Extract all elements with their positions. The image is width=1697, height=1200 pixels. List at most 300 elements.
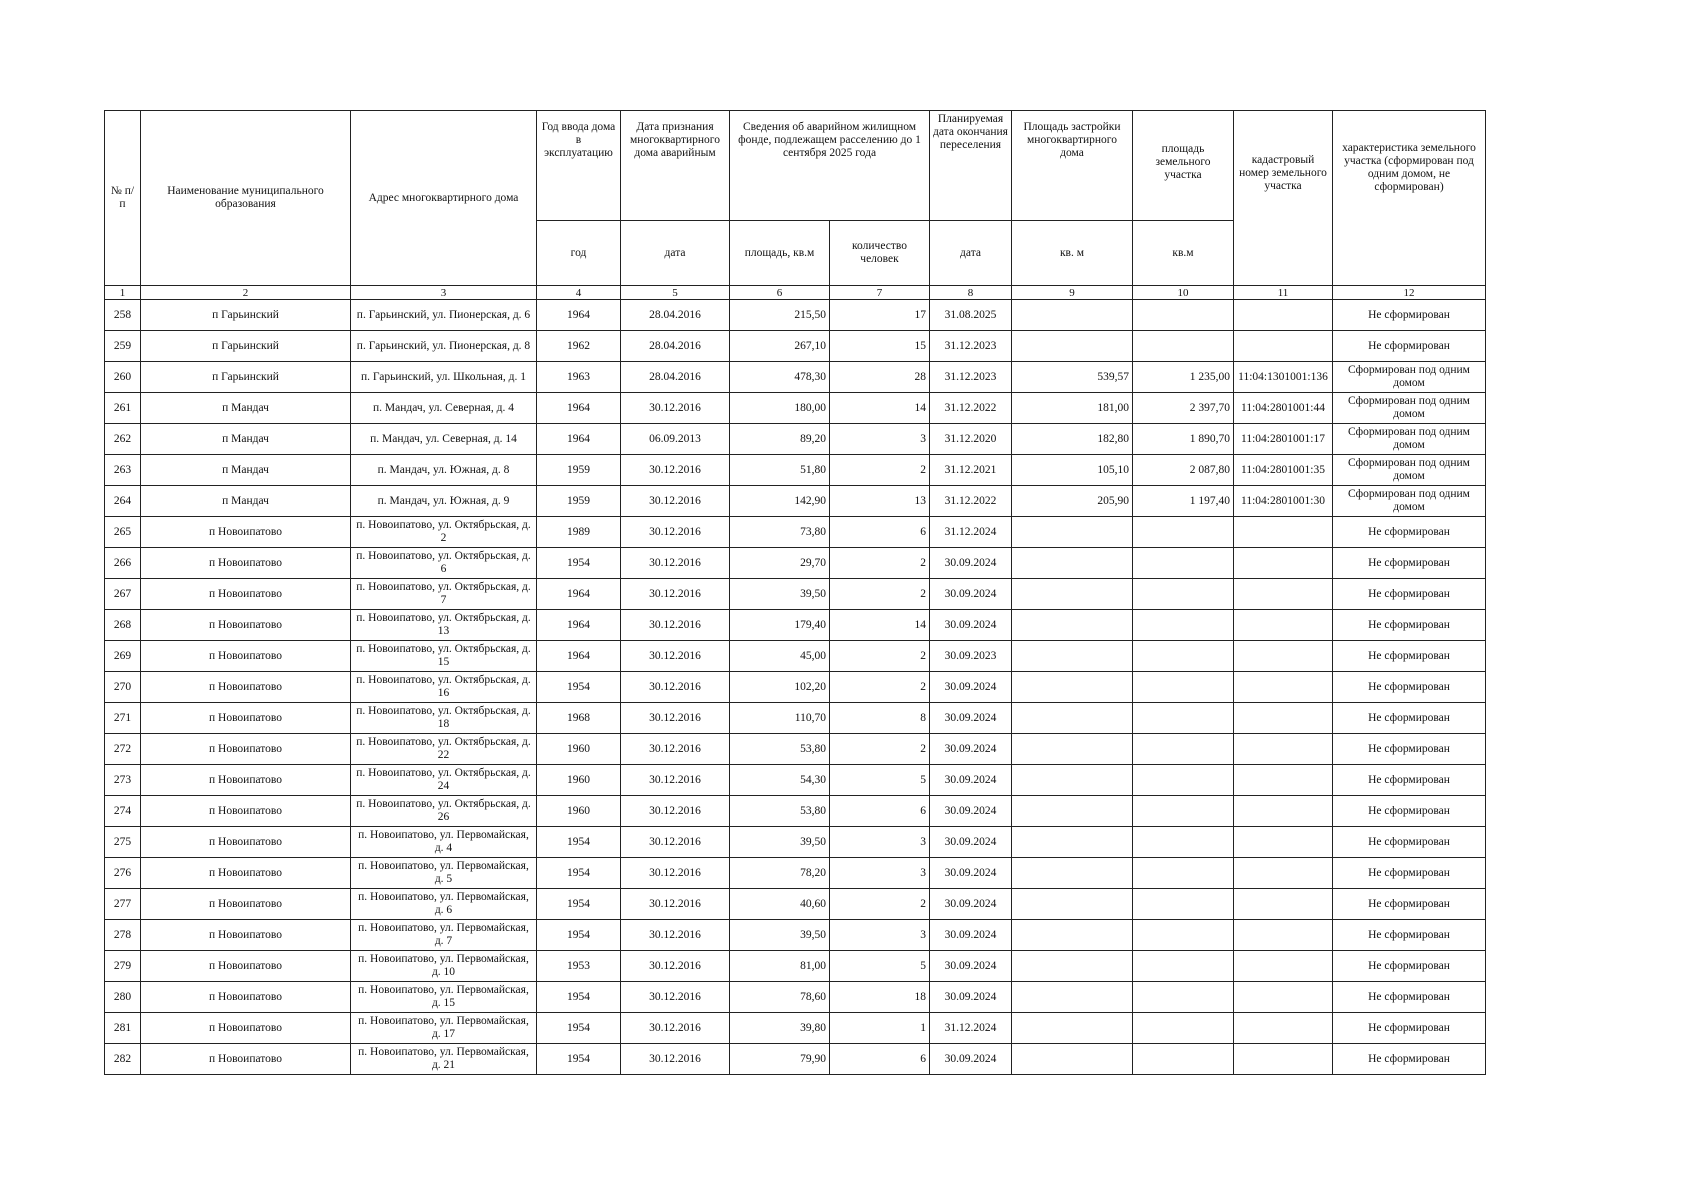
- cell-year-built: 1954: [537, 889, 621, 920]
- cell-address: п. Мандач, ул. Южная, д. 9: [351, 486, 537, 517]
- cell-people: 3: [830, 920, 930, 951]
- cell-municipality: п Гарьинский: [141, 300, 351, 331]
- header-address: Адрес многоквартирного дома: [351, 111, 537, 286]
- table-row: [105, 734, 1486, 765]
- cell-building-area: [1012, 331, 1133, 362]
- cell-cadastral-number: [1234, 517, 1333, 548]
- table-row: [105, 610, 1486, 641]
- cell-row-number: 261: [105, 393, 141, 424]
- cell-municipality: п Мандач: [141, 486, 351, 517]
- cell-area: 78,20: [730, 858, 830, 889]
- cell-address: п. Новоипатово, ул. Октябрьская, д. 26: [351, 796, 537, 827]
- cell-land-characteristic: Не сформирован: [1333, 765, 1486, 796]
- cell-row-number: 266: [105, 548, 141, 579]
- cell-land-characteristic: Сформирован под одним домом: [1333, 393, 1486, 424]
- cell-municipality: п Новоипатово: [141, 920, 351, 951]
- cell-address: п. Мандач, ул. Северная, д. 14: [351, 424, 537, 455]
- cell-row-number: 276: [105, 858, 141, 889]
- cell-building-area: [1012, 827, 1133, 858]
- cell-people: 2: [830, 579, 930, 610]
- cell-land-area: [1133, 548, 1234, 579]
- cell-land-area: [1133, 827, 1234, 858]
- table-row: [105, 982, 1486, 1013]
- cell-row-number: 264: [105, 486, 141, 517]
- cell-land-characteristic: Не сформирован: [1333, 579, 1486, 610]
- cell-year-built: 1963: [537, 362, 621, 393]
- cell-planned-date: 30.09.2024: [930, 858, 1012, 889]
- cell-building-area: [1012, 765, 1133, 796]
- cell-municipality: п Новоипатово: [141, 765, 351, 796]
- cell-land-characteristic: Не сформирован: [1333, 672, 1486, 703]
- cell-row-number: 265: [105, 517, 141, 548]
- cell-address: п. Новоипатово, ул. Первомайская, д. 4: [351, 827, 537, 858]
- cell-land-area: [1133, 920, 1234, 951]
- cell-emergency-date: 30.12.2016: [621, 765, 730, 796]
- table-row: [105, 1044, 1486, 1075]
- cell-address: п. Новоипатово, ул. Первомайская, д. 6: [351, 889, 537, 920]
- cell-area: 110,70: [730, 703, 830, 734]
- cell-municipality: п Новоипатово: [141, 796, 351, 827]
- cell-people: 28: [830, 362, 930, 393]
- cell-municipality: п Новоипатово: [141, 951, 351, 982]
- cell-cadastral-number: [1234, 672, 1333, 703]
- cell-area: 45,00: [730, 641, 830, 672]
- cell-building-area: [1012, 610, 1133, 641]
- table-row: [105, 331, 1486, 362]
- cell-municipality: п Гарьинский: [141, 362, 351, 393]
- cell-area: 267,10: [730, 331, 830, 362]
- cell-land-characteristic: Не сформирован: [1333, 920, 1486, 951]
- cell-address: п. Новоипатово, ул. Первомайская, д. 5: [351, 858, 537, 889]
- cell-address: п. Новоипатово, ул. Первомайская, д. 10: [351, 951, 537, 982]
- cell-land-characteristic: Не сформирован: [1333, 889, 1486, 920]
- cell-area: 39,50: [730, 827, 830, 858]
- cell-cadastral-number: 11:04:2801001:35: [1234, 455, 1333, 486]
- cell-land-area: [1133, 951, 1234, 982]
- cell-cadastral-number: [1234, 703, 1333, 734]
- cell-planned-date: 31.12.2024: [930, 517, 1012, 548]
- cell-cadastral-number: [1234, 858, 1333, 889]
- column-numbers-row: [105, 286, 1486, 300]
- cell-year-built: 1960: [537, 796, 621, 827]
- cell-people: 17: [830, 300, 930, 331]
- cell-emergency-date: 28.04.2016: [621, 300, 730, 331]
- cell-land-area: [1133, 796, 1234, 827]
- cell-emergency-date: 30.12.2016: [621, 889, 730, 920]
- cell-planned-date: 31.12.2022: [930, 486, 1012, 517]
- cell-year-built: 1968: [537, 703, 621, 734]
- cell-cadastral-number: [1234, 1044, 1333, 1075]
- cell-people: 6: [830, 517, 930, 548]
- cell-year-built: 1953: [537, 951, 621, 982]
- cell-area: 39,50: [730, 579, 830, 610]
- column-number: 12: [1333, 286, 1486, 300]
- cell-row-number: 260: [105, 362, 141, 393]
- cell-land-characteristic: Не сформирован: [1333, 1044, 1486, 1075]
- column-number: 11: [1234, 286, 1333, 300]
- subheader-building-sqm: кв. м: [1012, 221, 1133, 286]
- header-planned-date: Планируемая дата окончания переселения: [930, 111, 1012, 221]
- table-row: [105, 579, 1486, 610]
- cell-emergency-date: 30.12.2016: [621, 1013, 730, 1044]
- cell-emergency-date: 30.12.2016: [621, 610, 730, 641]
- cell-people: 3: [830, 858, 930, 889]
- cell-land-area: [1133, 889, 1234, 920]
- cell-land-characteristic: Сформирован под одним домом: [1333, 455, 1486, 486]
- table-row: [105, 1013, 1486, 1044]
- cell-municipality: п Гарьинский: [141, 331, 351, 362]
- cell-building-area: [1012, 920, 1133, 951]
- cell-emergency-date: 30.12.2016: [621, 641, 730, 672]
- table-row: [105, 641, 1486, 672]
- cell-row-number: 273: [105, 765, 141, 796]
- cell-land-characteristic: Не сформирован: [1333, 951, 1486, 982]
- cell-cadastral-number: [1234, 734, 1333, 765]
- cell-row-number: 272: [105, 734, 141, 765]
- cell-year-built: 1964: [537, 641, 621, 672]
- cell-area: 39,50: [730, 920, 830, 951]
- cell-address: п. Новоипатово, ул. Октябрьская, д. 15: [351, 641, 537, 672]
- cell-year-built: 1960: [537, 765, 621, 796]
- cell-building-area: [1012, 889, 1133, 920]
- cell-area: 142,90: [730, 486, 830, 517]
- cell-building-area: [1012, 1044, 1133, 1075]
- column-number: 3: [351, 286, 537, 300]
- cell-year-built: 1964: [537, 610, 621, 641]
- cell-planned-date: 30.09.2024: [930, 982, 1012, 1013]
- cell-land-characteristic: Не сформирован: [1333, 1013, 1486, 1044]
- cell-land-characteristic: Сформирован под одним домом: [1333, 424, 1486, 455]
- cell-address: п. Новоипатово, ул. Первомайская, д. 17: [351, 1013, 537, 1044]
- cell-row-number: 277: [105, 889, 141, 920]
- cell-building-area: [1012, 517, 1133, 548]
- cell-row-number: 263: [105, 455, 141, 486]
- cell-cadastral-number: [1234, 1013, 1333, 1044]
- header-emergency-fund: Сведения об аварийном жилищном фонде, подлежащем расселению до 1 сентября 2025 года: [730, 111, 930, 221]
- cell-building-area: [1012, 1013, 1133, 1044]
- cell-address: п. Мандач, ул. Северная, д. 4: [351, 393, 537, 424]
- cell-planned-date: 30.09.2024: [930, 1044, 1012, 1075]
- cell-address: п. Новоипатово, ул. Первомайская, д. 15: [351, 982, 537, 1013]
- cell-cadastral-number: 11:04:2801001:44: [1234, 393, 1333, 424]
- cell-land-area: [1133, 1013, 1234, 1044]
- cell-land-characteristic: Не сформирован: [1333, 982, 1486, 1013]
- cell-municipality: п Новоипатово: [141, 734, 351, 765]
- cell-planned-date: 30.09.2024: [930, 548, 1012, 579]
- header-emergency-date: Дата признания многоквартирного дома аварийным: [621, 111, 730, 221]
- cell-municipality: п Новоипатово: [141, 889, 351, 920]
- cell-emergency-date: 30.12.2016: [621, 920, 730, 951]
- cell-building-area: [1012, 641, 1133, 672]
- cell-building-area: 105,10: [1012, 455, 1133, 486]
- cell-row-number: 282: [105, 1044, 141, 1075]
- cell-area: 89,20: [730, 424, 830, 455]
- cell-municipality: п Новоипатово: [141, 548, 351, 579]
- cell-planned-date: 30.09.2023: [930, 641, 1012, 672]
- cell-area: 51,80: [730, 455, 830, 486]
- cell-emergency-date: 30.12.2016: [621, 703, 730, 734]
- cell-year-built: 1954: [537, 672, 621, 703]
- cell-municipality: п Новоипатово: [141, 517, 351, 548]
- subheader-area: площадь, кв.м: [730, 221, 830, 286]
- cell-emergency-date: 30.12.2016: [621, 858, 730, 889]
- cell-municipality: п Мандач: [141, 455, 351, 486]
- column-number: 2: [141, 286, 351, 300]
- cell-people: 2: [830, 672, 930, 703]
- table-row: [105, 548, 1486, 579]
- cell-people: 15: [830, 331, 930, 362]
- cell-cadastral-number: [1234, 548, 1333, 579]
- cell-emergency-date: 30.12.2016: [621, 1044, 730, 1075]
- cell-cadastral-number: [1234, 641, 1333, 672]
- table-row: [105, 300, 1486, 331]
- cell-area: 73,80: [730, 517, 830, 548]
- cell-year-built: 1954: [537, 548, 621, 579]
- cell-area: 39,80: [730, 1013, 830, 1044]
- cell-address: п. Новоипатово, ул. Октябрьская, д. 6: [351, 548, 537, 579]
- cell-people: 2: [830, 641, 930, 672]
- cell-land-area: [1133, 703, 1234, 734]
- cell-planned-date: 30.09.2024: [930, 610, 1012, 641]
- cell-building-area: [1012, 548, 1133, 579]
- cell-year-built: 1954: [537, 920, 621, 951]
- cell-row-number: 281: [105, 1013, 141, 1044]
- cell-row-number: 258: [105, 300, 141, 331]
- cell-people: 18: [830, 982, 930, 1013]
- cell-municipality: п Новоипатово: [141, 703, 351, 734]
- column-number: 10: [1133, 286, 1234, 300]
- cell-planned-date: 31.12.2024: [930, 1013, 1012, 1044]
- cell-building-area: 182,80: [1012, 424, 1133, 455]
- table-row: [105, 920, 1486, 951]
- cell-cadastral-number: [1234, 827, 1333, 858]
- cell-address: п. Новоипатово, ул. Октябрьская, д. 2: [351, 517, 537, 548]
- cell-building-area: 181,00: [1012, 393, 1133, 424]
- table-row: [105, 424, 1486, 455]
- cell-address: п. Мандач, ул. Южная, д. 8: [351, 455, 537, 486]
- cell-land-characteristic: Не сформирован: [1333, 703, 1486, 734]
- cell-row-number: 274: [105, 796, 141, 827]
- cell-cadastral-number: [1234, 796, 1333, 827]
- cell-area: 54,30: [730, 765, 830, 796]
- cell-land-area: [1133, 672, 1234, 703]
- cell-land-characteristic: Не сформирован: [1333, 796, 1486, 827]
- cell-land-area: [1133, 734, 1234, 765]
- cell-row-number: 262: [105, 424, 141, 455]
- cell-year-built: 1964: [537, 579, 621, 610]
- subheader-planned-date: дата: [930, 221, 1012, 286]
- cell-cadastral-number: [1234, 951, 1333, 982]
- cell-municipality: п Новоипатово: [141, 827, 351, 858]
- cell-people: 2: [830, 734, 930, 765]
- cell-planned-date: 31.12.2022: [930, 393, 1012, 424]
- cell-row-number: 279: [105, 951, 141, 982]
- table-row: [105, 951, 1486, 982]
- table-header: [105, 111, 1486, 300]
- cell-building-area: [1012, 703, 1133, 734]
- cell-area: 102,20: [730, 672, 830, 703]
- cell-land-area: [1133, 300, 1234, 331]
- cell-emergency-date: 30.12.2016: [621, 734, 730, 765]
- cell-address: п. Новоипатово, ул. Октябрьская, д. 18: [351, 703, 537, 734]
- cell-land-area: [1133, 858, 1234, 889]
- table-row: [105, 889, 1486, 920]
- table-row: [105, 858, 1486, 889]
- cell-people: 14: [830, 393, 930, 424]
- table-row: [105, 672, 1486, 703]
- cell-address: п. Новоипатово, ул. Первомайская, д. 7: [351, 920, 537, 951]
- column-number: 9: [1012, 286, 1133, 300]
- cell-land-area: 1 197,40: [1133, 486, 1234, 517]
- cell-cadastral-number: 11:04:2801001:17: [1234, 424, 1333, 455]
- cell-people: 2: [830, 455, 930, 486]
- cell-land-area: 1 235,00: [1133, 362, 1234, 393]
- cell-people: 1: [830, 1013, 930, 1044]
- cell-address: п. Новоипатово, ул. Октябрьская, д. 7: [351, 579, 537, 610]
- cell-land-characteristic: Не сформирован: [1333, 548, 1486, 579]
- cell-year-built: 1954: [537, 982, 621, 1013]
- cell-planned-date: 30.09.2024: [930, 734, 1012, 765]
- cell-municipality: п Новоипатово: [141, 610, 351, 641]
- cell-cadastral-number: [1234, 920, 1333, 951]
- cell-cadastral-number: 11:04:2801001:30: [1234, 486, 1333, 517]
- cell-building-area: 205,90: [1012, 486, 1133, 517]
- cell-row-number: 278: [105, 920, 141, 951]
- column-number: 4: [537, 286, 621, 300]
- cell-land-characteristic: Не сформирован: [1333, 827, 1486, 858]
- cell-building-area: [1012, 951, 1133, 982]
- subheader-land-sqm: кв.м: [1133, 221, 1234, 286]
- cell-planned-date: 30.09.2024: [930, 579, 1012, 610]
- housing-table: [104, 110, 1486, 1075]
- cell-area: 29,70: [730, 548, 830, 579]
- cell-planned-date: 30.09.2024: [930, 796, 1012, 827]
- subheader-year: год: [537, 221, 621, 286]
- cell-planned-date: 31.12.2023: [930, 331, 1012, 362]
- cell-land-area: [1133, 1044, 1234, 1075]
- table-row: [105, 455, 1486, 486]
- cell-address: п. Гарьинский, ул. Пионерская, д. 8: [351, 331, 537, 362]
- cell-land-area: 1 890,70: [1133, 424, 1234, 455]
- table-row: [105, 362, 1486, 393]
- cell-building-area: [1012, 300, 1133, 331]
- cell-building-area: [1012, 858, 1133, 889]
- cell-planned-date: 30.09.2024: [930, 889, 1012, 920]
- cell-land-area: [1133, 982, 1234, 1013]
- cell-land-area: [1133, 517, 1234, 548]
- cell-area: 79,90: [730, 1044, 830, 1075]
- cell-area: 53,80: [730, 734, 830, 765]
- cell-planned-date: 30.09.2024: [930, 703, 1012, 734]
- cell-emergency-date: 30.12.2016: [621, 517, 730, 548]
- header-land-characteristic: характеристика земельного участка (сформирован под одним домом, не сформирован): [1333, 111, 1486, 286]
- cell-land-characteristic: Не сформирован: [1333, 300, 1486, 331]
- cell-land-area: [1133, 610, 1234, 641]
- cell-people: 6: [830, 1044, 930, 1075]
- cell-row-number: 270: [105, 672, 141, 703]
- cell-building-area: 539,57: [1012, 362, 1133, 393]
- cell-cadastral-number: 11:04:1301001:136: [1234, 362, 1333, 393]
- cell-land-characteristic: Сформирован под одним домом: [1333, 486, 1486, 517]
- cell-address: п. Гарьинский, ул. Школьная, д. 1: [351, 362, 537, 393]
- cell-municipality: п Новоипатово: [141, 579, 351, 610]
- cell-cadastral-number: [1234, 610, 1333, 641]
- cell-planned-date: 30.09.2024: [930, 951, 1012, 982]
- cell-emergency-date: 30.12.2016: [621, 455, 730, 486]
- cell-municipality: п Новоипатово: [141, 982, 351, 1013]
- cell-year-built: 1964: [537, 300, 621, 331]
- cell-planned-date: 30.09.2024: [930, 827, 1012, 858]
- cell-emergency-date: 28.04.2016: [621, 362, 730, 393]
- table-row: [105, 827, 1486, 858]
- cell-people: 2: [830, 889, 930, 920]
- table-row: [105, 517, 1486, 548]
- cell-row-number: 269: [105, 641, 141, 672]
- cell-year-built: 1954: [537, 1013, 621, 1044]
- cell-area: 215,50: [730, 300, 830, 331]
- cell-land-characteristic: Не сформирован: [1333, 517, 1486, 548]
- cell-row-number: 259: [105, 331, 141, 362]
- cell-planned-date: 31.12.2021: [930, 455, 1012, 486]
- cell-cadastral-number: [1234, 579, 1333, 610]
- header-year-built: Год ввода дома в эксплуатацию: [537, 111, 621, 221]
- cell-emergency-date: 30.12.2016: [621, 982, 730, 1013]
- cell-cadastral-number: [1234, 300, 1333, 331]
- cell-planned-date: 30.09.2024: [930, 765, 1012, 796]
- table-row: [105, 765, 1486, 796]
- table-body: [105, 300, 1486, 1075]
- cell-address: п. Новоипатово, ул. Октябрьская, д. 22: [351, 734, 537, 765]
- cell-people: 5: [830, 951, 930, 982]
- column-number: 5: [621, 286, 730, 300]
- header-municipality: Наименование муниципального образования: [141, 111, 351, 286]
- cell-building-area: [1012, 796, 1133, 827]
- cell-area: 180,00: [730, 393, 830, 424]
- cell-year-built: 1964: [537, 393, 621, 424]
- cell-people: 2: [830, 548, 930, 579]
- subheader-people: количество человек: [830, 221, 930, 286]
- cell-land-characteristic: Не сформирован: [1333, 331, 1486, 362]
- cell-land-area: [1133, 579, 1234, 610]
- cell-emergency-date: 30.12.2016: [621, 579, 730, 610]
- cell-planned-date: 30.09.2024: [930, 672, 1012, 703]
- cell-row-number: 280: [105, 982, 141, 1013]
- cell-land-characteristic: Сформирован под одним домом: [1333, 362, 1486, 393]
- cell-people: 14: [830, 610, 930, 641]
- cell-year-built: 1959: [537, 486, 621, 517]
- cell-area: 53,80: [730, 796, 830, 827]
- cell-emergency-date: 30.12.2016: [621, 672, 730, 703]
- cell-address: п. Новоипатово, ул. Октябрьская, д. 16: [351, 672, 537, 703]
- cell-people: 6: [830, 796, 930, 827]
- column-number: 6: [730, 286, 830, 300]
- cell-people: 8: [830, 703, 930, 734]
- cell-people: 3: [830, 827, 930, 858]
- cell-year-built: 1954: [537, 827, 621, 858]
- cell-row-number: 268: [105, 610, 141, 641]
- cell-emergency-date: 30.12.2016: [621, 393, 730, 424]
- header-cadastral-number: кадастровый номер земельного участка: [1234, 111, 1333, 286]
- cell-land-area: 2 397,70: [1133, 393, 1234, 424]
- header-land-area: площадь земельного участка: [1133, 111, 1234, 221]
- cell-planned-date: 31.08.2025: [930, 300, 1012, 331]
- cell-year-built: 1989: [537, 517, 621, 548]
- cell-municipality: п Новоипатово: [141, 858, 351, 889]
- cell-year-built: 1954: [537, 1044, 621, 1075]
- cell-area: 78,60: [730, 982, 830, 1013]
- cell-area: 179,40: [730, 610, 830, 641]
- cell-people: 13: [830, 486, 930, 517]
